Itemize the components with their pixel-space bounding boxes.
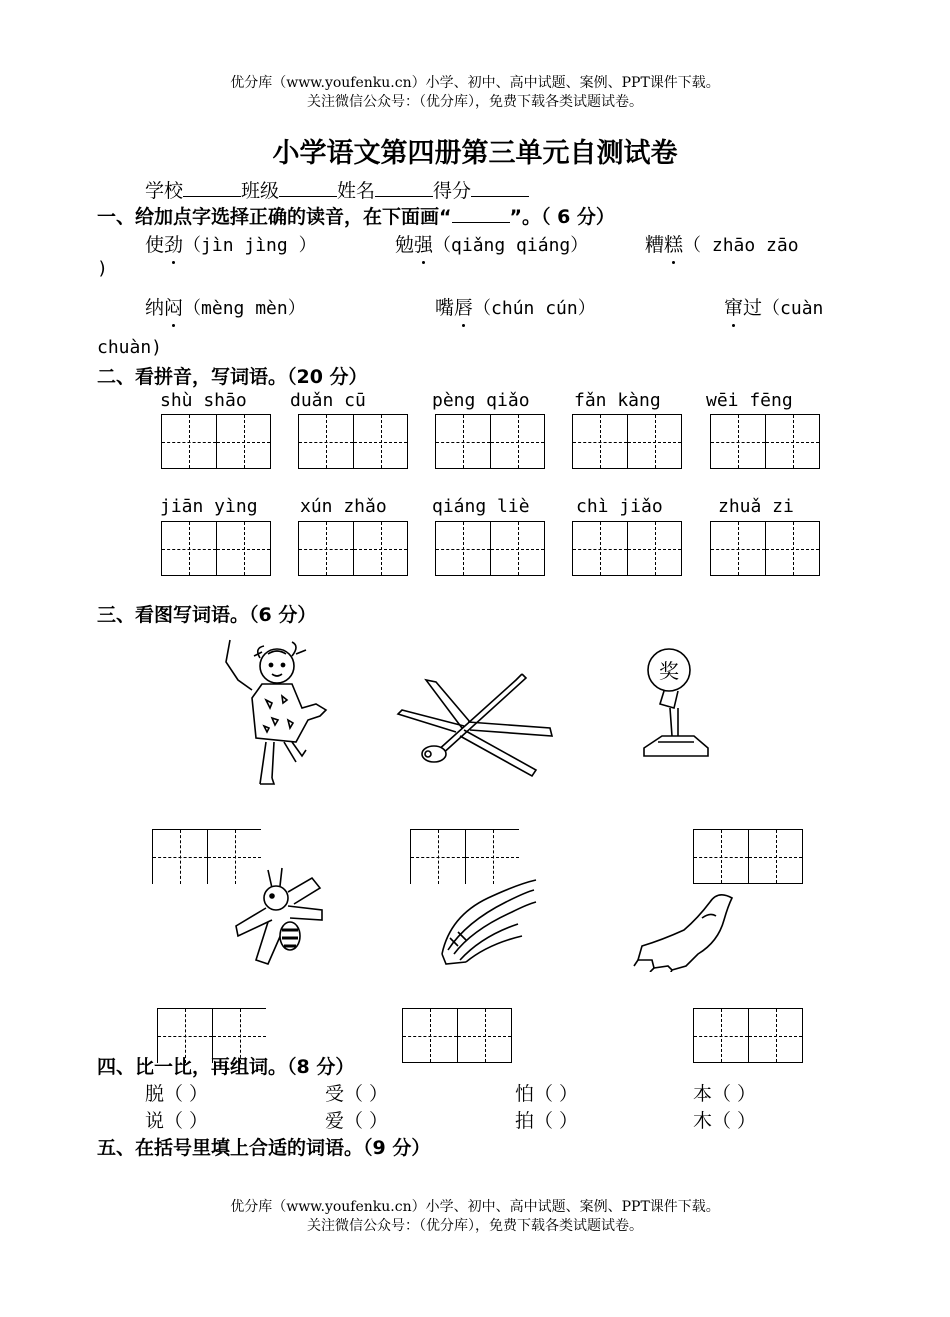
page-title: 小学语文第四册第三单元自测试卷 (272, 138, 678, 169)
s1-item-5-dotted-char: 唇 (454, 297, 474, 319)
header-line-2: 关注微信公众号：（优分库），免费下载各类试题试卷。 (307, 94, 643, 110)
s2-pinyin-8: qiáng liè (432, 496, 530, 517)
footer-line-2: 关注微信公众号：（优分库），免费下载各类试题试卷。 (307, 1218, 643, 1234)
s1-item-6[interactable] (724, 293, 823, 320)
info-line (145, 176, 529, 203)
s1-item-3-pinyin: （ zhāo zāo (683, 235, 799, 256)
s2-grid-2[interactable] (298, 414, 408, 469)
s1-wrap-2: chuàn) (97, 337, 163, 358)
section-4-heading: 四、比一比，再组词。（8 分） (97, 1056, 355, 1078)
section-1-heading (97, 202, 615, 229)
s4-item-7[interactable]: 拍（ ） (515, 1110, 579, 1132)
s1-item-3-char-1: 糟 (645, 234, 665, 256)
s2-pinyin-7: xún zhǎo (300, 496, 387, 517)
s1-item-1-dotted-char: 劲 (164, 234, 184, 256)
s2-grid-6[interactable] (161, 521, 271, 576)
s1-item-6-dotted-char: 窜 (724, 297, 744, 319)
s1-wrap-1: ) (97, 258, 108, 279)
s1-item-1-pinyin: （jìn jìng ） (183, 235, 317, 256)
trophy-character: 奖 (659, 659, 679, 683)
s2-pinyin-1: shù shāo (160, 390, 247, 411)
school-blank[interactable] (183, 178, 241, 197)
s2-pinyin-5: wēi fēng (706, 390, 793, 411)
section-1-heading-end: ”。（ 6 分） (509, 206, 615, 228)
score-blank[interactable] (471, 178, 529, 197)
s1-item-1-char-1: 使 (145, 234, 165, 256)
s2-grid-1[interactable] (161, 414, 271, 469)
s1-item-3-dotted-char: 糕 (664, 234, 684, 256)
s3-grid-6[interactable] (693, 1008, 803, 1063)
dragonfly-picture (396, 670, 554, 778)
info-school-label: 学校 (145, 180, 184, 202)
s1-item-2-dotted-char: 强 (414, 234, 434, 256)
footer-line-1: 优分库（www.youfenku.cn）小学、初中、高中试题、案例、PPT课件下载。 (230, 1199, 720, 1215)
s4-item-8[interactable]: 木（ ） (693, 1110, 757, 1132)
s1-item-5[interactable] (435, 293, 596, 320)
firefly-picture (228, 866, 328, 970)
section-3-heading: 三、看图写词语。（6 分） (97, 604, 317, 626)
s1-item-4-pinyin: （mèng mèn） (183, 298, 306, 319)
s1-item-2-pinyin: （qiǎng qiáng） (433, 235, 589, 256)
s2-grid-10[interactable] (710, 521, 820, 576)
s4-item-5[interactable]: 说（ ） (145, 1110, 209, 1132)
s1-item-4-char-1: 纳 (145, 297, 165, 319)
claw-picture (632, 888, 734, 972)
s4-item-3[interactable]: 怕（ ） (515, 1083, 579, 1105)
class-blank[interactable] (279, 178, 337, 197)
s2-pinyin-4: fǎn kàng (574, 390, 661, 411)
info-score-label: 得分 (433, 180, 472, 202)
s2-grid-7[interactable] (298, 521, 408, 576)
s1-item-6-pinyin: （cuàn (762, 298, 824, 319)
section-1-underline-sample (452, 204, 510, 223)
s4-item-6[interactable]: 爱（ ） (325, 1110, 389, 1132)
s2-pinyin-10: zhuǎ zi (718, 496, 794, 517)
name-blank[interactable] (375, 178, 433, 197)
s1-item-4[interactable] (145, 293, 306, 320)
s2-grid-8[interactable] (435, 521, 545, 576)
girl-picture (222, 638, 334, 786)
s2-grid-5[interactable] (710, 414, 820, 469)
info-class-label: 班级 (241, 180, 280, 202)
s1-item-4-dotted-char: 闷 (164, 297, 184, 319)
s1-item-5-char-1: 嘴 (435, 297, 455, 319)
info-name-label: 姓名 (337, 180, 376, 202)
s1-item-2[interactable] (395, 230, 588, 257)
wing-picture (436, 876, 540, 966)
s1-item-2-char-1: 勉 (395, 234, 415, 256)
s1-item-6-char-2: 过 (743, 297, 763, 319)
s1-item-5-pinyin: （chún cún） (473, 298, 596, 319)
section-5-heading: 五、在括号里填上合适的词语。（9 分） (97, 1137, 431, 1159)
s4-item-2[interactable]: 受（ ） (325, 1083, 389, 1105)
s2-grid-3[interactable] (435, 414, 545, 469)
s3-grid-3[interactable] (693, 829, 803, 884)
s3-grid-5[interactable] (402, 1008, 512, 1063)
s2-pinyin-6: jiān yìng (160, 496, 258, 517)
section-1-heading-text: 一、给加点字选择正确的读音，在下面画“ (97, 206, 452, 228)
section-2-heading: 二、看拼音，写词语。（20 分） (97, 366, 368, 388)
s1-item-3[interactable] (645, 230, 799, 257)
s2-pinyin-3: pèng qiǎo (432, 390, 530, 411)
s2-pinyin-2: duǎn cū (290, 390, 366, 411)
s4-item-1[interactable]: 脱（ ） (145, 1083, 209, 1105)
trophy-picture (638, 646, 726, 760)
s2-pinyin-9: chì jiǎo (576, 496, 663, 517)
header-line-1: 优分库（www.youfenku.cn）小学、初中、高中试题、案例、PPT课件下载。 (230, 75, 720, 91)
s1-item-1[interactable] (145, 230, 317, 257)
s2-grid-9[interactable] (572, 521, 682, 576)
s4-item-4[interactable]: 本（ ） (693, 1083, 757, 1105)
s2-grid-4[interactable] (572, 414, 682, 469)
